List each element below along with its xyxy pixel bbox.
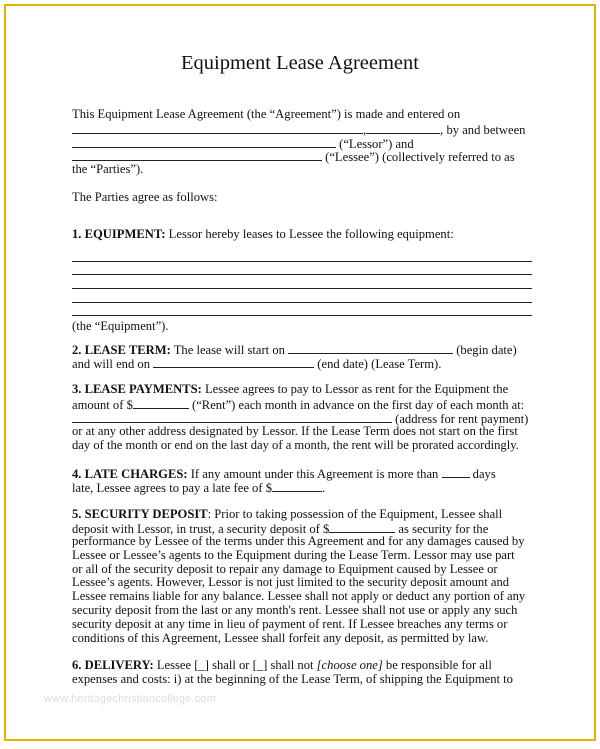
- section-5-text-line: security deposit at any time in lieu of payment of rent. If Lessee breaches any terms or: [72, 616, 508, 631]
- section-6-line-2: expenses and costs: i) at the beginning of the Lease Term, of shipping the Equipment to: [72, 672, 513, 687]
- section-1-equipment: 1. EQUIPMENT: Lessor hereby leases to Lessee the following equipment:: [72, 227, 454, 242]
- equipment-blank-line[interactable]: [72, 275, 532, 289]
- section-4-heading: 4. LATE CHARGES:: [72, 467, 188, 482]
- section-1-heading: 1. EQUIPMENT:: [72, 227, 166, 242]
- equipment-blank-line[interactable]: [72, 248, 532, 262]
- section-3-line-3: (address for rent payment): [72, 411, 532, 425]
- document-body: [72, 108, 532, 687]
- end-date-blank[interactable]: [153, 356, 314, 368]
- section-5-text-line: conditions of this Agreement, Lessee shall forfeit any deposit, as permitted by law.: [72, 630, 489, 645]
- intro-line-3: (“Lessor”) and: [72, 136, 532, 150]
- section-5-text-line: or all of the security deposit to repair any damage to Equipment caused by Lessee or: [72, 561, 498, 576]
- section-1-closing: (the “Equipment”).: [72, 319, 169, 334]
- section-4-line-1: 4. LATE CHARGES: If any amount under this Agreement is more than days: [72, 467, 496, 482]
- document-title: Equipment Lease Agreement: [181, 52, 419, 74]
- section-3-heading: 3. LEASE PAYMENTS:: [72, 382, 202, 397]
- section-3-line-4: or at any other address designated by Lessor. If the Lease Term does not start on the first: [72, 423, 518, 438]
- section-6-heading: 6. DELIVERY:: [72, 658, 154, 673]
- section-3-line-1: 3. LEASE PAYMENTS: Lessee agrees to pay to Lessor as rent for the Equipment the: [72, 382, 509, 397]
- deposit-amount-blank[interactable]: [329, 521, 395, 533]
- intro-line-5: the “Parties”).: [72, 162, 144, 177]
- section-5-text-line: performance by Lessee of the terms under this Agreement and for any damages caused by: [72, 534, 525, 549]
- late-fee-blank[interactable]: [272, 480, 322, 492]
- late-days-blank[interactable]: [442, 466, 470, 478]
- rent-address-blank[interactable]: [72, 411, 392, 423]
- date-blank-2[interactable]: [366, 122, 440, 134]
- equipment-blank-line[interactable]: [72, 289, 532, 303]
- intro-line-1: This Equipment Lease Agreement (the “Agreement”) is made and entered on: [72, 107, 461, 121]
- section-5-text-line: Lessee’s agents. However, Lessor is not just limited to the security deposit amount and: [72, 575, 510, 590]
- section-2-heading: 2. LEASE TERM:: [72, 342, 171, 357]
- section-3-line-5: day of the month or end on the last day of a month, the rent will be prorated accordingly.: [72, 437, 519, 452]
- rent-amount-blank[interactable]: [133, 397, 189, 409]
- section-2-line-2: and will end on (end date) (Lease Term).: [72, 356, 442, 371]
- section-2-line-1: 2. LEASE TERM: The lease will start on (begin date): [72, 342, 517, 357]
- document-page: [4, 4, 596, 741]
- intro-line-2: , , by and between: [72, 122, 532, 136]
- section-4-line-2: late, Lessee agrees to pay a late fee of $ .: [72, 480, 326, 495]
- section-5-text-line: Lessee or Lessee’s agents to the Equipment during the Lease Term. Lessor may use part: [72, 547, 515, 562]
- intro-line-4: (“Lessee”) (collectively referred to as: [72, 149, 532, 163]
- lessee-blank[interactable]: [72, 149, 322, 161]
- lessor-blank[interactable]: [72, 136, 336, 148]
- section-6-line-1: 6. DELIVERY: Lessee [_] shall or [_] shall not [choose one] be responsible for all: [72, 658, 492, 673]
- begin-date-blank[interactable]: [288, 342, 453, 354]
- date-blank[interactable]: [72, 122, 363, 134]
- section-5-text-line: Lessee remains liable for any balance. Lessee shall not apply or deduct any portion of any: [72, 589, 526, 604]
- section-3-line-2: amount of $ (“Rent”) each month in advance on the first day of each month at:: [72, 398, 525, 413]
- section-5-line-1: 5. SECURITY DEPOSIT: Prior to taking possession of the Equipment, Lessee shall: [72, 506, 503, 521]
- watermark-text: www.heritagechristiancollege.com: [44, 693, 217, 705]
- equipment-blank-line[interactable]: [72, 262, 532, 276]
- equipment-blank-line[interactable]: [72, 303, 532, 317]
- agree-line: The Parties agree as follows:: [72, 189, 218, 204]
- section-5-text-line: security deposit from the last or any month's rent. Lessee shall not use or apply any such: [72, 603, 518, 618]
- section-5-line-2: deposit with Lessor, in trust, a security deposit of $ as security for the: [72, 522, 489, 537]
- section-5-heading: 5. SECURITY DEPOSIT: [72, 506, 208, 521]
